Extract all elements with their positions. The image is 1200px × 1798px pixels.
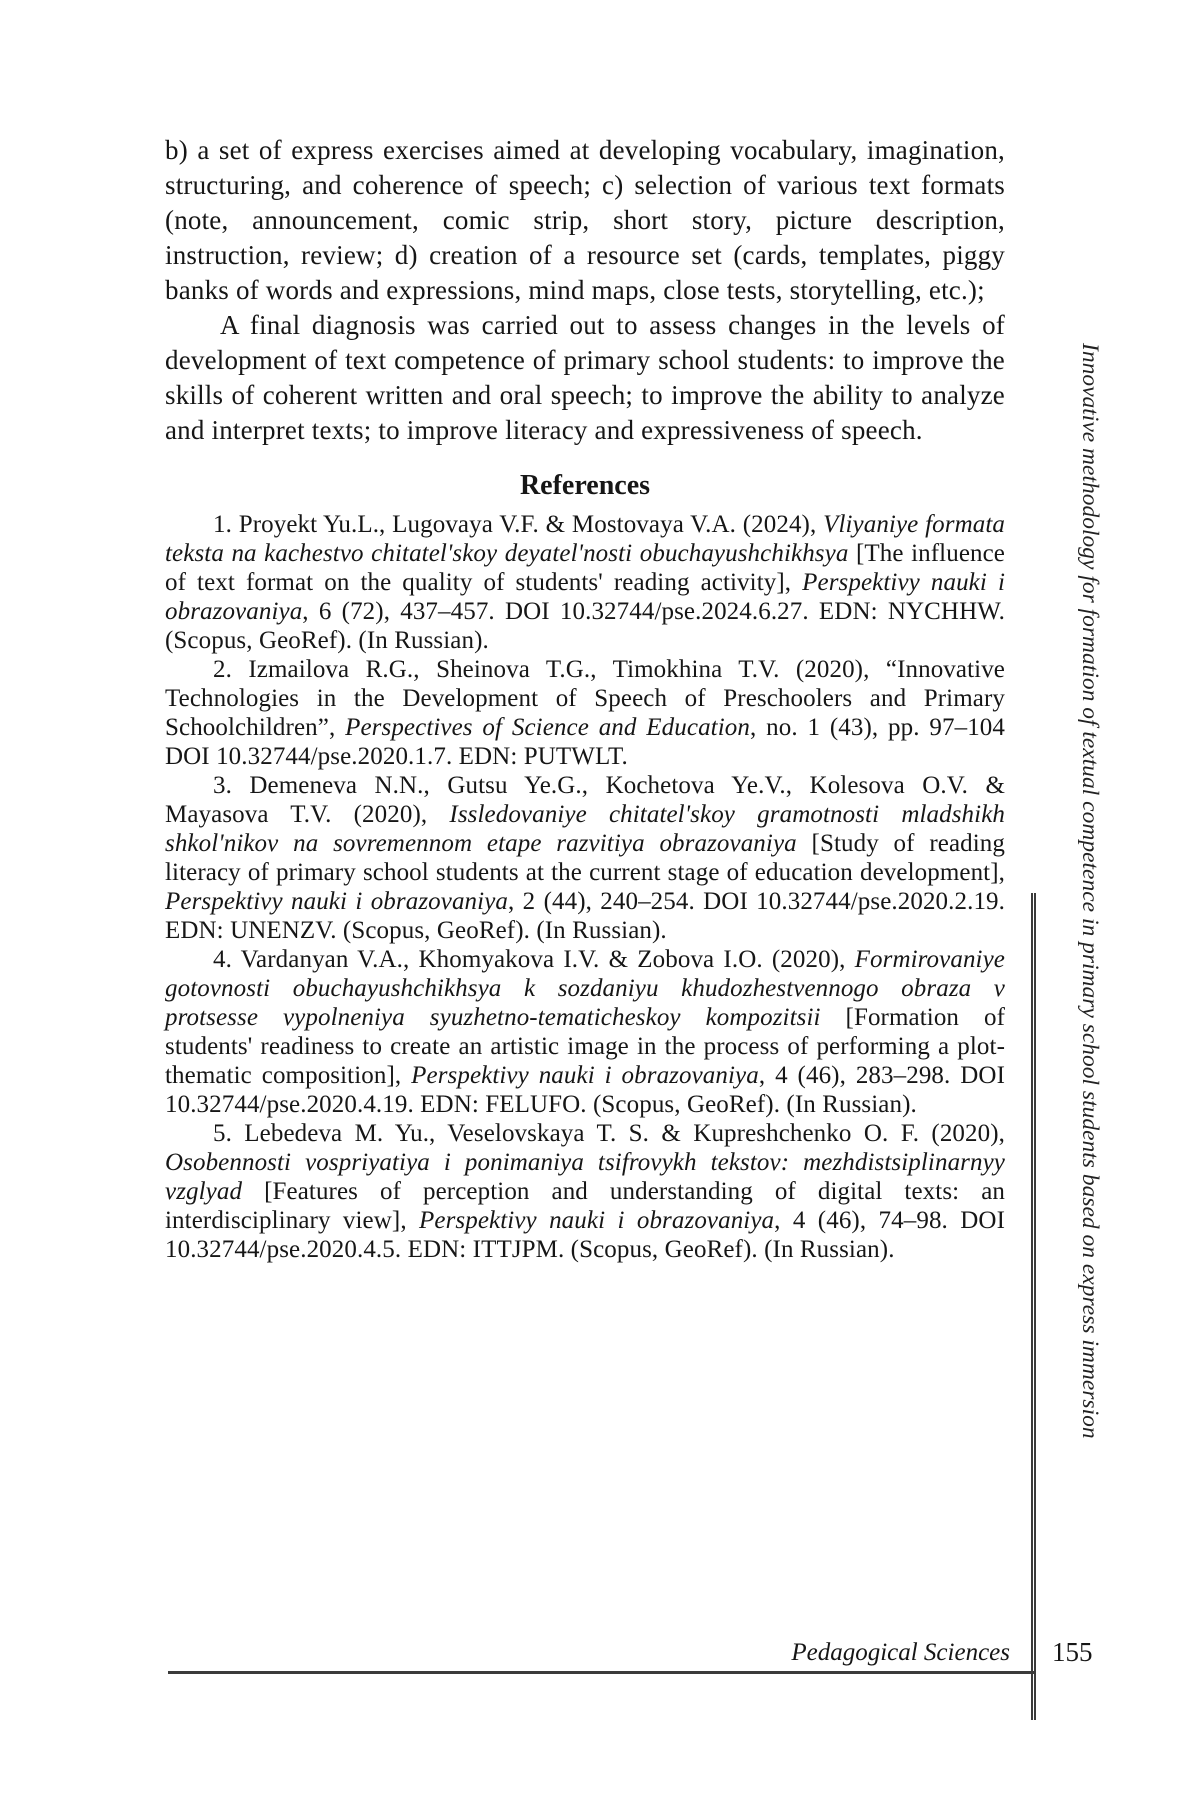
references-heading: References [519,470,651,501]
reference-item: 3. Demeneva N.N., Gutsu Ye.G., Kochetova Ye.V., Kolesova O.V. & Mayasova T.V. (2020), Issledovaniye chitatel'skoy gramotnosti mladshikh shkol'nikov na sovremennom etape razvitiya obrazovaniya [Study of reading literacy of primary school students at the current stage of education development], Perspektivy nauki i obrazovaniya, 2 (44), 240–254. DOI 10.32744/pse.2020.2.19. EDN: UNENZV. (Scopus, GeoRef). (In Russian). [165,772,1006,944]
body-paragraphs [165,133,1005,448]
body-paragraph: b) a set of express exercises aimed at developing vocabulary, imagination, structuring, and coherence of speech; c) selection of various text formats (note, announcement, comic strip, short story, picture description, instruction, review; d) creation of a resource set (cards, templates, piggy banks of words and expressions, mind maps, close tests, storytelling, etc.); [165,135,1005,305]
reference-item: 1. Proyekt Yu.L., Lugovaya V.F. & Mostovaya V.A. (2024), Vliyaniye formata teksta na kachestvo chitatel'skoy deyatel'nosti obuchayushchikhsya [The influence of text format on the quality of students' reading activity], Perspektivy nauki i obrazovaniya, 6 (72), 437–457. DOI 10.32744/pse.2024.6.27. EDN: NYCHHW. (Scopus, GeoRef). (In Russian). [165,511,1006,654]
reference-item: 4. Vardanyan V.A., Khomyakova I.V. & Zobova I.O. (2020), Formirovaniye gotovnosti obuchayushchikhsya k sozdaniyu khudozhestvennogo obraza v protsesse vypolneniya syuzhetno-tematicheskoy kompozitsii [Formation of students' readiness to create an artistic image in the process of performing a plot-thematic composition], Perspektivy nauki i obrazovaniya, 4 (46), 283–298. DOI 10.32744/pse.2020.4.19. EDN: FELUFO. (Scopus, GeoRef). (In Russian). [165,946,1005,1118]
footer-section-label: Pedagogical Sciences [791,1639,1010,1666]
reference-item: 2. Izmailova R.G., Sheinova T.G., Timokhina T.V. (2020), “Innovative Technologies in the Development of Speech of Preschoolers and Primary Schoolchildren”, Perspectives of Science and Education, no. 1 (43), pp. 97–104 DOI 10.32744/pse.2020.1.7. EDN: PUTWLT. [165,656,1005,770]
page-number: 155 [1052,1637,1093,1667]
reference-item: 5. Lebedeva M. Yu., Veselovskaya T. S. & Kupreshchenko O. F. (2020), Osobennosti vospriyatiya i ponimaniya tsifrovykh tekstov: mezhdistsiplinarnyy vzglyad [Features of perception and understanding of digital texts: an interdisciplinary view], Perspektivy nauki i obrazovaniya, 4 (46), 74–98. DOI 10.32744/pse.2020.4.5. EDN: ITTJPM. (Scopus, GeoRef). (In Russian). [165,1120,1005,1263]
main-text-column [165,133,1005,1264]
footer-horizontal-rule [168,1671,1034,1674]
body-paragraph: A final diagnosis was carried out to assess changes in the levels of development of text competence of primary school students: to improve the skills of coherent written and oral speech; to improve the ability to analyze and interpret texts; to improve literacy and expressiveness of speech. [165,310,1005,445]
sidebar-article-title: Innovative methodology for formation of textual competence in primary school students based on express immersion [1077,343,1103,1439]
references-list [165,510,1005,1264]
sidebar-vertical-rule [1031,893,1036,1720]
